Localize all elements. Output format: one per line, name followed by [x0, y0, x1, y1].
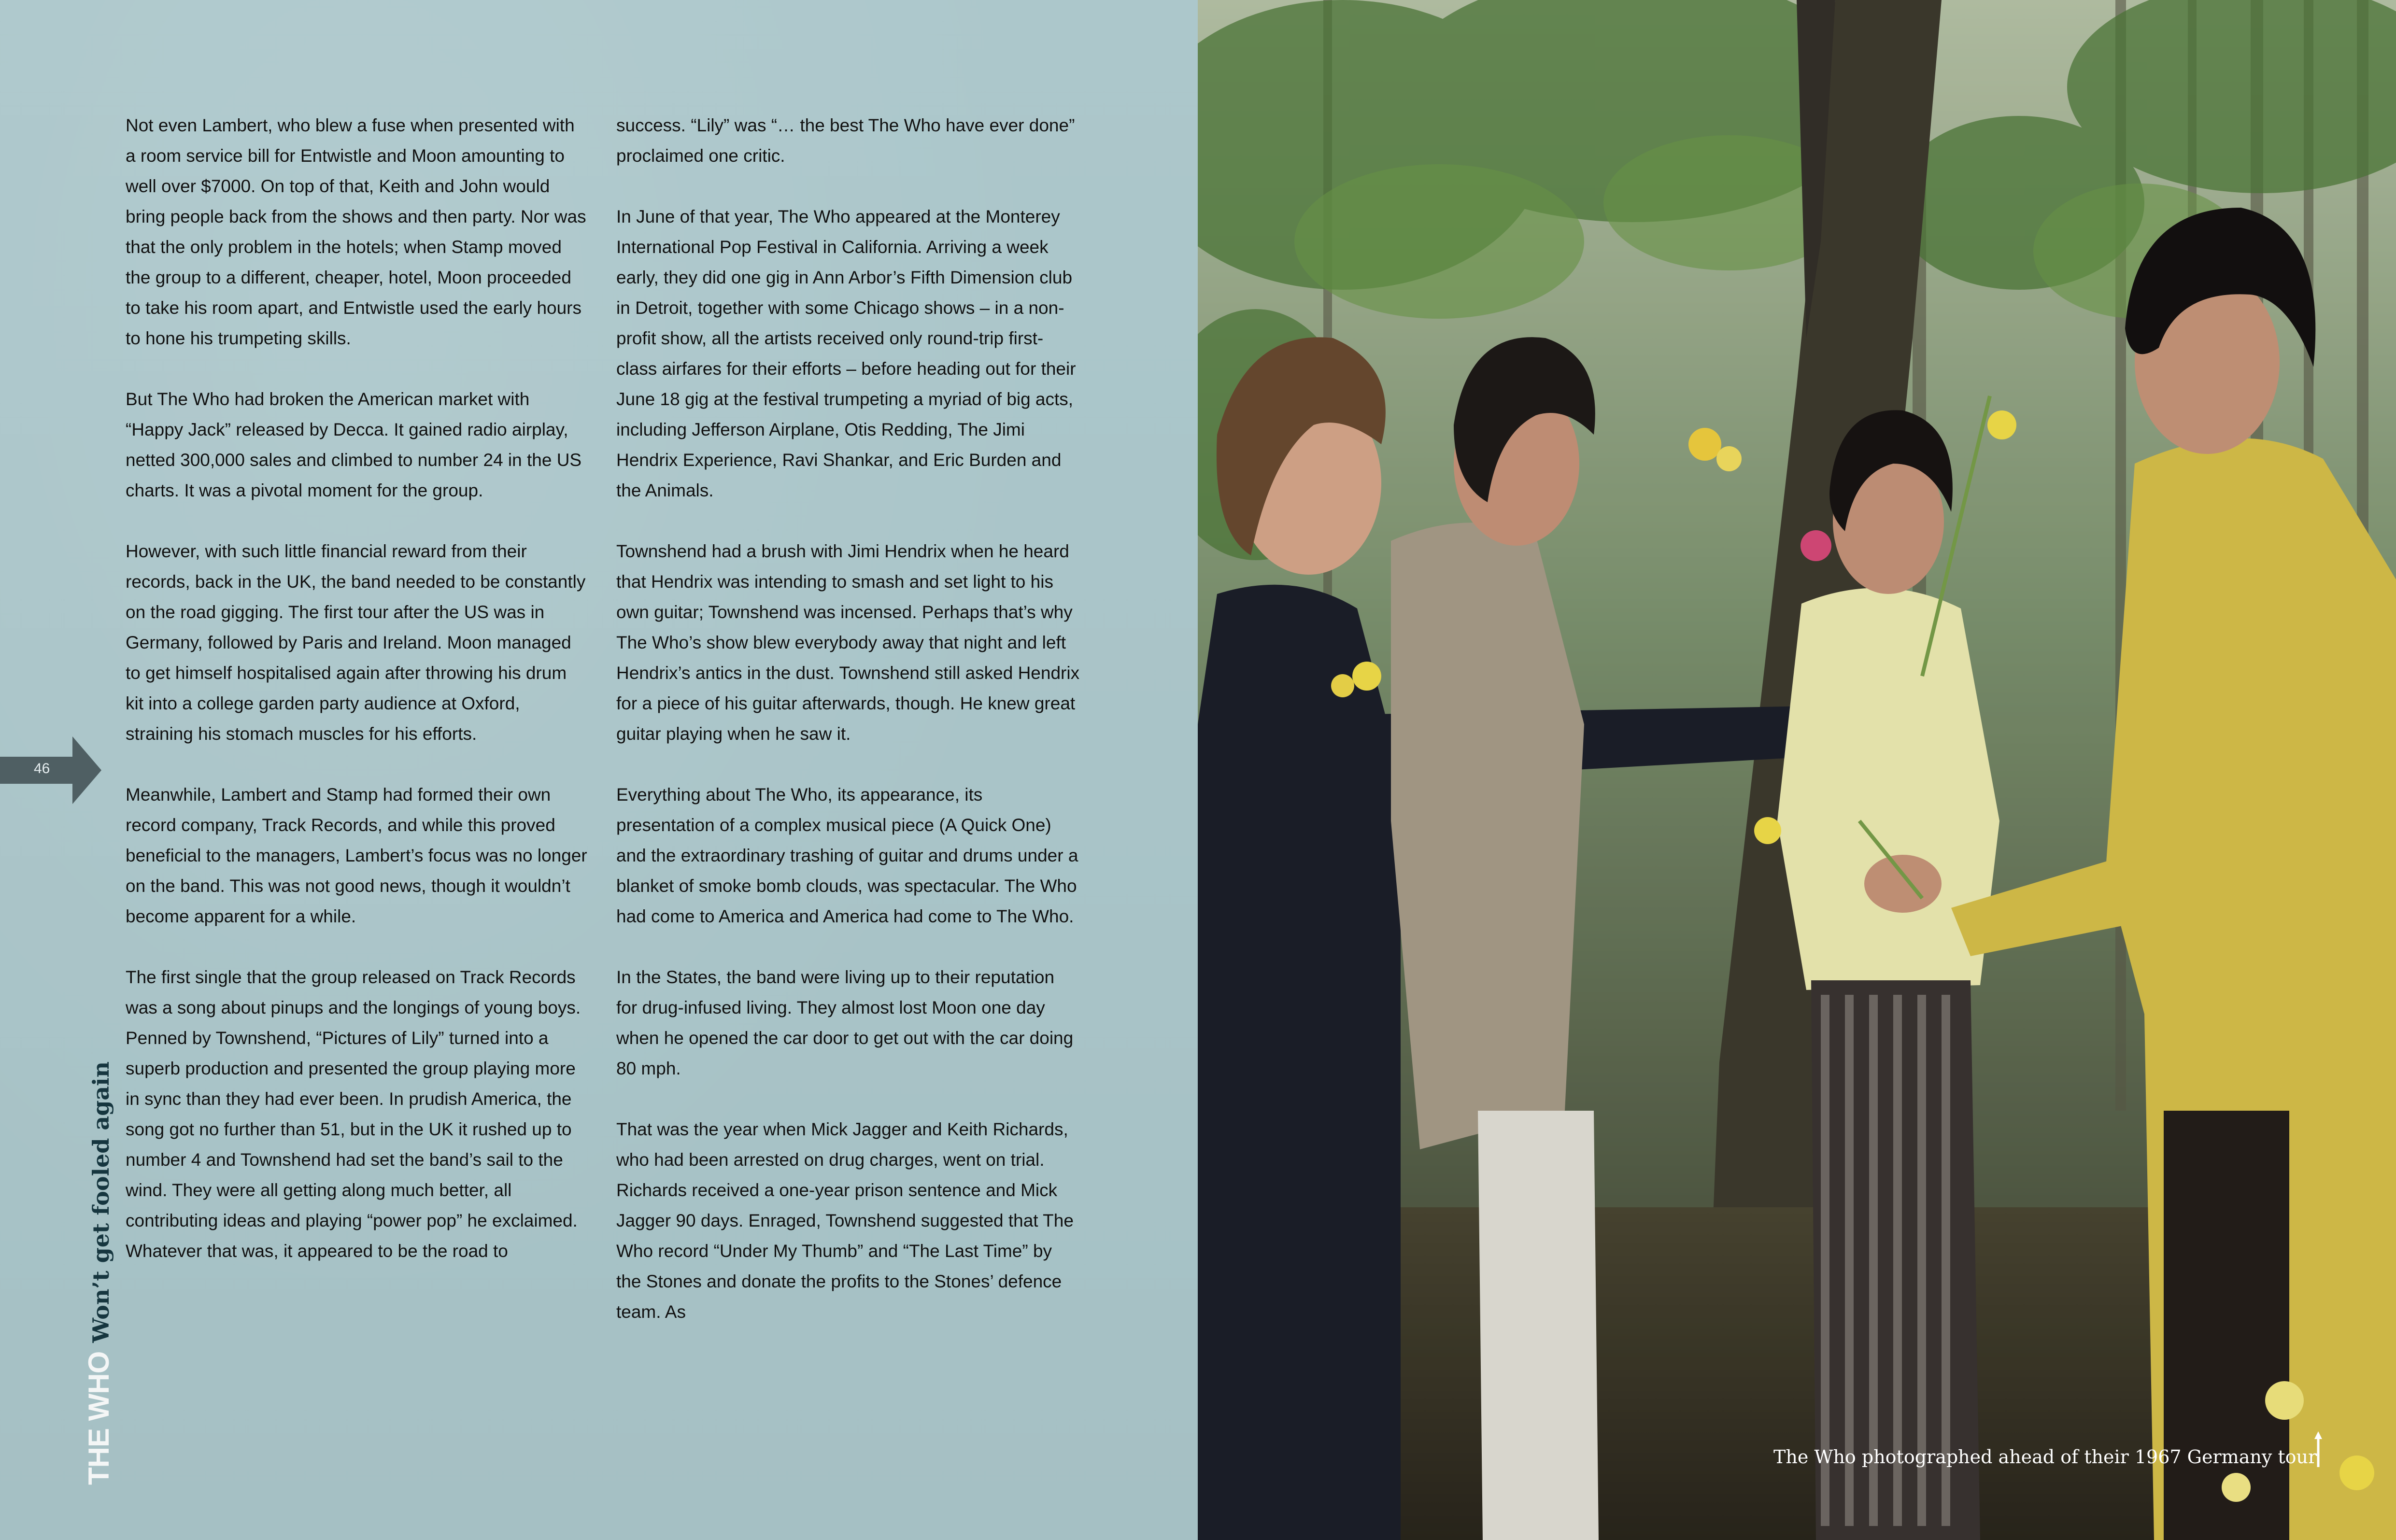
- paragraph: Townshend had a brush with Jimi Hendrix when he heard that Hendrix was intending to smash and set light to his own guitar; Townshend was incensed. Perhaps that’s why The Who’s show blew everybody away that night and left Hendrix’s antics in the dust. Townshend still asked Hendrix for a piece of his guitar afterwards, though. He knew great guitar playing when he saw it.: [616, 541, 1080, 744]
- paragraph: Everything about The Who, its appearance, its presentation of a complex musical piece (A Quick One) and the extraordinary trashing of guitar and drums under a blanket of smoke bomb clouds, was spectacular. The Who had come to America and America had come to The Who.: [616, 785, 1078, 926]
- paragraph: However, with such little financial reward from their records, back in the UK, the band needed to be constantly on the road gigging. The first tour after the US was in Germany, followed by Paris and Ireland. Moon managed to get himself hospitalised again after throwing his drum kit into a college garden party audience at Oxford, straining his stomach muscles for his efforts.: [126, 541, 586, 744]
- page-number-tab: [0, 736, 101, 804]
- paragraph: In the States, the band were living up to their reputation for drug-infused living. They almost lost Moon one day when he opened the car door to get out with the car doing 80 mph.: [616, 967, 1074, 1078]
- brand-name: THE WHO: [83, 1351, 115, 1485]
- running-head: [82, 1061, 115, 1485]
- right-arrow-tab-icon: [0, 736, 101, 804]
- paragraph: success. “Lily” was “… the best The Who have ever done” proclaimed one critic.: [616, 115, 1075, 166]
- section-title: Won’t get fooled again: [88, 1061, 114, 1343]
- paragraph: That was the year when Mick Jagger and Keith Richards, who had been arrested on drug charges, went on trial. Richards received a one-year prison sentence and Mick Jagger 90 days. Enraged, Townshend suggested that The Who record “Under My Thumb” and “The Last Time” by the Stones and donate the profits to the Stones’ defence team. As: [616, 1119, 1074, 1322]
- paragraph: But The Who had broken the American market with “Happy Jack” released by Decca. It gained radio airplay, netted 300,000 sales and climbed to number 24 in the US charts. It was a pivotal moment for the group.: [126, 389, 582, 500]
- text-column-1: [126, 110, 589, 1297]
- up-arrow-icon: [2313, 1430, 2323, 1469]
- photo-caption: The Who photographed ahead of their 1967 Germany tour: [1773, 1446, 2317, 1468]
- forest-band-photo: [1198, 0, 2396, 1540]
- page-number: 46: [34, 761, 50, 777]
- text-column-2: [616, 110, 1080, 1357]
- paragraph: Not even Lambert, who blew a fuse when presented with a room service bill for Entwistle and Moon amounting to well over $7000. On top of that, Keith and John would bring people back from the shows and then party. Nor was that the only problem in the hotels; when Stamp moved the group to a different, cheaper, hotel, Moon proceeded to take his room apart, and Entwistle used the early hours to hone his trumpeting skills.: [126, 115, 586, 348]
- band-photo: [1198, 0, 2396, 1540]
- paragraph: In June of that year, The Who appeared at the Monterey International Pop Festival in California. Arriving a week early, they did one gig in Ann Arbor’s Fifth Dimension club in Detroit, together with some Chicago shows – in a non-profit show, all the artists received only round-trip first-class airfares for their efforts – before heading out for their June 18 gig at the festival trumpeting a myriad of big acts, including Jefferson Airplane, Otis Redding, The Jimi Hendrix Experience, Ravi Shankar, and Eric Burden and the Animals.: [616, 207, 1076, 500]
- paragraph: The first single that the group released on Track Records was a song about pinups and the longings of young boys. Penned by Townshend, “Pictures of Lily” turned into a superb production and presented the group playing more in sync than they had ever been. In prudish America, the song got no further than 51, but in the UK it rushed up to number 4 and Townshend had set the band’s sail to the wind. They were all getting along much better, all contributing ideas and playing “power pop” he exclaimed. Whatever that was, it appeared to be the road to: [126, 967, 581, 1261]
- paragraph: Meanwhile, Lambert and Stamp had formed their own record company, Track Records, and while this proved beneficial to the managers, Lambert’s focus was no longer on the band. This was not good news, though it wouldn’t become apparent for a while.: [126, 785, 587, 926]
